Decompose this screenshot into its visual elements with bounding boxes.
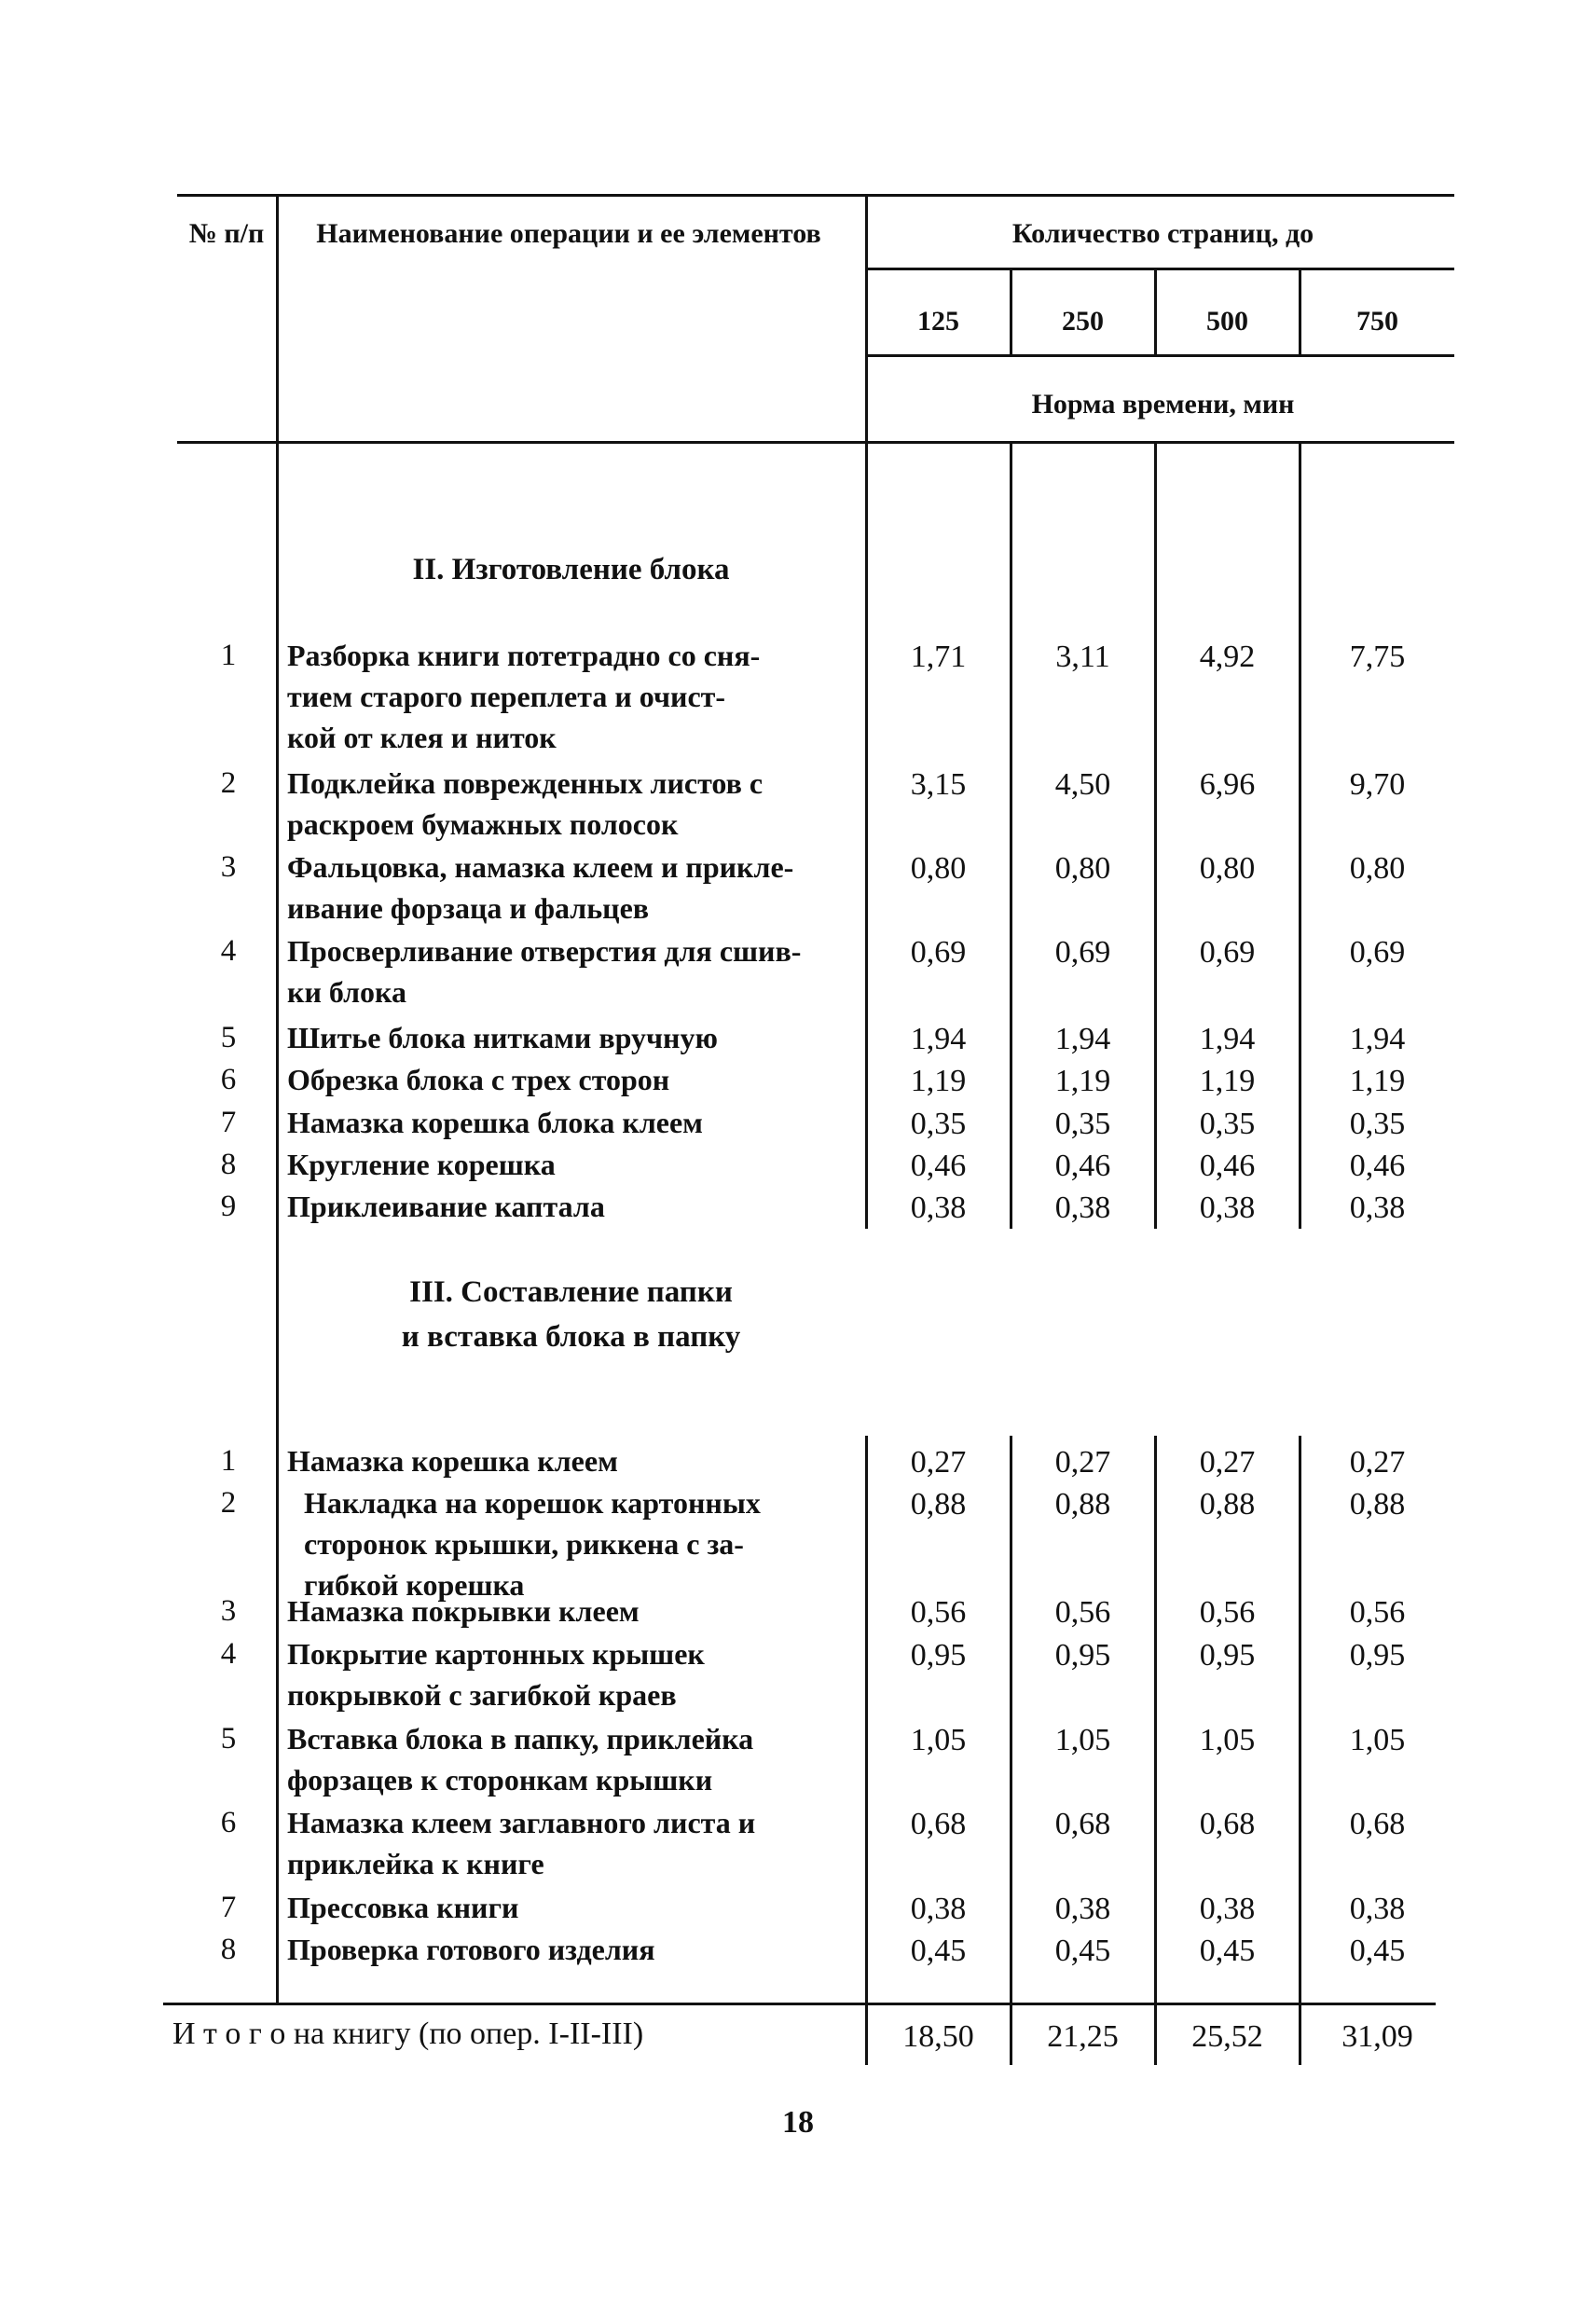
row-value-col-4: 0,80	[1349, 851, 1406, 886]
row-value-col-4: 7,75	[1349, 640, 1406, 674]
row-value-col-3: 0,38	[1199, 1892, 1256, 1926]
row-operation-name: Намазка покрывки клеем	[287, 1594, 640, 1628]
header-pages-250: 250	[1062, 306, 1104, 337]
row-operation-name: Намазка корешка блока клеем	[287, 1106, 703, 1139]
row-value-col-1: 0,88	[910, 1487, 967, 1521]
row-value-col-3: 0,35	[1199, 1107, 1256, 1141]
row-value-col-1: 3,15	[910, 767, 967, 802]
row-value-col-4: 0,68	[1349, 1807, 1406, 1841]
row-value-col-4: 0,69	[1349, 935, 1406, 970]
row-value-col-2: 1,94	[1054, 1022, 1111, 1056]
row-value-col-2: 0,35	[1054, 1107, 1111, 1141]
row-value-col-4: 0,46	[1349, 1149, 1406, 1183]
row-value-col-2: 1,19	[1054, 1064, 1111, 1098]
row-operation-name: Фальцовка, намазка клеем и прикле- ивание форзаца и фальцев	[287, 850, 794, 925]
num-column-divider	[276, 194, 279, 2003]
row-value-col-4: 9,70	[1349, 767, 1406, 802]
row-value-col-2: 0,38	[1054, 1892, 1111, 1926]
row-value-col-3: 6,96	[1199, 767, 1256, 802]
row-value-col-2: 0,45	[1054, 1934, 1111, 1968]
row-number: 9	[220, 1190, 237, 1223]
row-value-col-4: 0,56	[1349, 1595, 1406, 1630]
row-number: 7	[220, 1891, 237, 1924]
row-value-col-4: 0,27	[1349, 1445, 1406, 1480]
row-operation-name: Вставка блока в папку, приклейка форзацев к сторонкам крышки	[287, 1722, 754, 1797]
row-number: 2	[220, 766, 237, 800]
row-number: 8	[220, 1148, 237, 1181]
row-value-col-2: 0,95	[1054, 1638, 1111, 1673]
row-value-col-2: 0,27	[1054, 1445, 1111, 1480]
row-value-col-2: 0,56	[1054, 1595, 1111, 1630]
row-value-col-4: 0,38	[1349, 1892, 1406, 1926]
section-3-title-line2: и вставка блока в папку	[401, 1320, 741, 1354]
row-value-col-1: 0,69	[910, 935, 967, 970]
row-value-col-3: 0,69	[1199, 935, 1256, 970]
row-value-col-3: 0,88	[1199, 1487, 1256, 1521]
row-number: 5	[220, 1021, 237, 1054]
row-value-col-4: 0,35	[1349, 1107, 1406, 1141]
row-value-col-1: 0,46	[910, 1149, 967, 1183]
row-value-col-1: 1,71	[910, 640, 967, 674]
table-bottom-rule	[163, 2003, 1436, 2005]
row-value-col-3: 1,94	[1199, 1022, 1256, 1056]
row-value-col-1: 0,95	[910, 1638, 967, 1673]
row-number: 4	[220, 934, 237, 968]
row-value-col-3: 0,45	[1199, 1934, 1256, 1968]
row-number: 7	[220, 1106, 237, 1139]
row-value-col-4: 1,05	[1349, 1723, 1406, 1757]
row-number: 1	[220, 639, 237, 672]
pages-subheader-rule	[867, 268, 1454, 270]
header-pages: Количество страниц, до	[1011, 218, 1314, 249]
row-operation-name: Шитье блока нитками вручную	[287, 1021, 718, 1054]
row-value-col-1: 0,38	[910, 1191, 967, 1225]
row-operation-name: Просверливание отверстия для сшив- ки блока	[287, 934, 802, 1009]
row-number: 1	[220, 1444, 237, 1478]
row-value-col-1: 0,35	[910, 1107, 967, 1141]
row-operation-name: Намазка корешка клеем	[287, 1444, 618, 1478]
section-2-title: II. Изготовление блока	[412, 553, 730, 586]
row-number: 3	[220, 850, 237, 884]
row-value-col-2: 1,05	[1054, 1723, 1111, 1757]
page-number: 18	[782, 2105, 814, 2140]
row-number: 2	[220, 1486, 237, 1520]
row-operation-name: Накладка на корешок картонных сторонок крышки, риккена с за- гибкой корешка	[304, 1486, 761, 1602]
row-value-col-1: 0,27	[910, 1445, 967, 1480]
row-operation-name: Кругление корешка	[287, 1148, 556, 1181]
row-operation-name: Прессовка книги	[287, 1891, 519, 1924]
row-operation-name: Проверка готового изделия	[287, 1933, 655, 1966]
row-value-col-1: 1,19	[910, 1064, 967, 1098]
total-value-125: 18,50	[902, 2019, 974, 2054]
header-name: Наименование операции и ее элементов	[316, 218, 821, 249]
row-operation-name: Намазка клеем заглавного листа и приклейка к книге	[287, 1806, 756, 1880]
total-value-500: 25,52	[1191, 2019, 1263, 2054]
row-number: 6	[220, 1806, 237, 1839]
header-norm: Норма времени, мин	[1031, 389, 1295, 420]
header-pages-125: 125	[917, 306, 959, 337]
row-value-col-2: 0,38	[1054, 1191, 1111, 1225]
total-label: И т о г о на книгу (по опер. I-II-III)	[172, 2017, 644, 2051]
header-pages-500: 500	[1206, 306, 1248, 337]
row-value-col-4: 0,88	[1349, 1487, 1406, 1521]
row-value-col-3: 0,46	[1199, 1149, 1256, 1183]
row-value-col-2: 0,46	[1054, 1149, 1111, 1183]
row-value-col-1: 0,80	[910, 851, 967, 886]
row-value-col-3: 0,38	[1199, 1191, 1256, 1225]
table-top-rule	[177, 194, 1454, 197]
row-value-col-4: 0,38	[1349, 1191, 1406, 1225]
row-value-col-2: 0,88	[1054, 1487, 1111, 1521]
row-number: 4	[220, 1637, 237, 1671]
row-operation-name: Покрытие картонных крышек покрывкой с загибкой краев	[287, 1637, 705, 1712]
row-number: 3	[220, 1594, 237, 1628]
row-value-col-1: 1,94	[910, 1022, 967, 1056]
row-value-col-2: 0,80	[1054, 851, 1111, 886]
row-value-col-4: 1,19	[1349, 1064, 1406, 1098]
row-value-col-4: 0,45	[1349, 1934, 1406, 1968]
row-value-col-4: 1,94	[1349, 1022, 1406, 1056]
row-number: 8	[220, 1933, 237, 1966]
row-number: 6	[220, 1063, 237, 1096]
row-value-col-4: 0,95	[1349, 1638, 1406, 1673]
row-value-col-1: 1,05	[910, 1723, 967, 1757]
total-value-750: 31,09	[1341, 2019, 1413, 2054]
row-value-col-2: 3,11	[1055, 640, 1110, 674]
row-number: 5	[220, 1722, 237, 1755]
total-value-250: 21,25	[1047, 2019, 1119, 2054]
section-3-title-line1: III. Составление папки	[409, 1275, 733, 1309]
row-value-col-2: 0,69	[1054, 935, 1111, 970]
row-value-col-3: 4,92	[1199, 640, 1256, 674]
row-value-col-1: 0,68	[910, 1807, 967, 1841]
row-value-col-3: 1,05	[1199, 1723, 1256, 1757]
header-bottom-rule	[177, 441, 1454, 444]
row-operation-name: Разборка книги потетрадно со сня- тием старого переплета и очист- кой от клея и ниток	[287, 639, 761, 754]
row-value-col-3: 0,68	[1199, 1807, 1256, 1841]
pages-values-rule	[867, 354, 1454, 357]
header-num: № п/п	[188, 218, 265, 249]
row-value-col-3: 0,27	[1199, 1445, 1256, 1480]
row-value-col-2: 0,68	[1054, 1807, 1111, 1841]
row-value-col-2: 4,50	[1054, 767, 1111, 802]
header-pages-750: 750	[1356, 306, 1398, 337]
row-operation-name: Приклеивание каптала	[287, 1190, 605, 1223]
row-value-col-3: 0,80	[1199, 851, 1256, 886]
row-value-col-1: 0,45	[910, 1934, 967, 1968]
row-value-col-3: 0,56	[1199, 1595, 1256, 1630]
row-value-col-3: 0,95	[1199, 1638, 1256, 1673]
row-value-col-1: 0,38	[910, 1892, 967, 1926]
row-value-col-1: 0,56	[910, 1595, 967, 1630]
row-operation-name: Подклейка поврежденных листов с раскроем бумажных полосок	[287, 766, 764, 841]
row-operation-name: Обрезка блока с трех сторон	[287, 1063, 670, 1096]
row-value-col-3: 1,19	[1199, 1064, 1256, 1098]
